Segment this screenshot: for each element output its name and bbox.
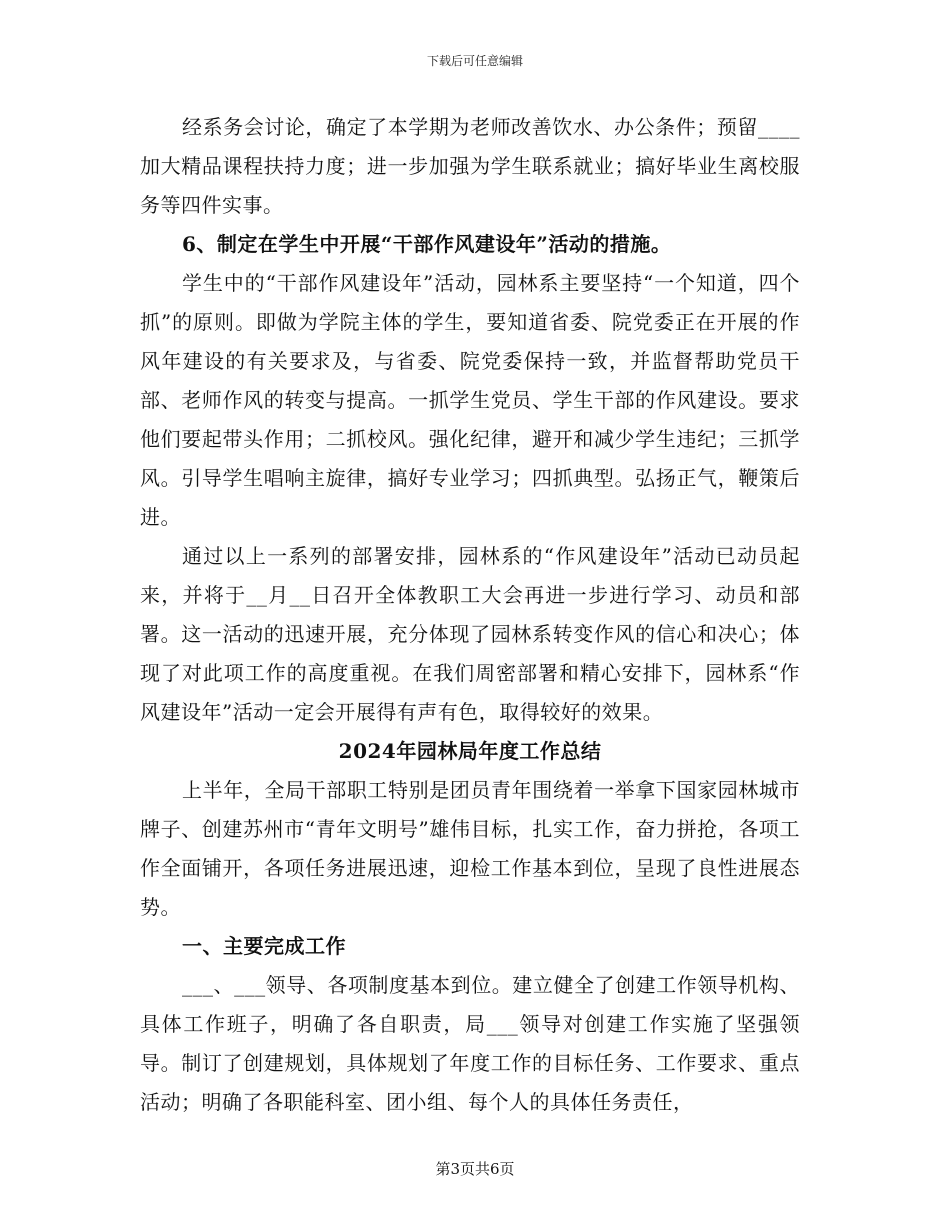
- paragraph-2: 学生中的“干部作风建设年”活动，园林系主要坚持“一个知道，四个抓”的原则。即做为学院主体的学生，要知道省委、院党委正在开展的作风年建设的有关要求及，与省委、院党委保持一致，并监督帮助党员干部、老师作风的转变与提高。一抓学生党员、学生干部的作风建设。要求他们要起带头作用；二抓校风。强化纪律，避开和减少学生违纪；三抓学风。引导学生唱响主旋律，搞好专业学习；四抓典型。弘扬正气，鞭策后进。: [140, 271, 800, 529]
- paragraph-5: ___、___领导、各项制度基本到位。建立健全了创建工作领导机构、具体工作班子，明确了各自职责，局___领导对创建工作实施了坚强领导。制订了创建规划，具体规划了年度工作的目标任务、工作要求、重点活动；明确了各职能科室、团小组、每个人的具体任务责任，: [140, 973, 800, 1114]
- document-body: [140, 108, 800, 1122]
- paragraph-4: 上半年，全局干部职工特别是团员青年围绕着一举拿下国家园林城市牌子、创建苏州市“青年文明号”雄伟目标，扎实工作，奋力拼抢，各项工作全面铺开，各项任务进展迅速，迎检工作基本到位，呈现了良性进展态势。: [140, 778, 800, 919]
- page-header-note: 下载后可任意编辑: [426, 54, 523, 68]
- paragraph-3: 通过以上一系列的部署安排，园林系的“作风建设年”活动已动员起来，并将于__月__日召开全体教职工大会再进一步进行学习、动员和部署。这一活动的迅速开展，充分体现了园林系转变作风的信心和决心；体现了对此项工作的高度重视。在我们周密部署和精心安排下，园林系“作风建设年”活动一定会开展得有声有色，取得较好的效果。: [140, 544, 800, 724]
- page-footer-number: 第3页共6页: [435, 1160, 515, 1178]
- document-title: 2024年园林局年度工作总结: [338, 739, 602, 763]
- paragraph-1: 经系务会讨论，确定了本学期为老师改善饮水、办公条件；预留____加大精品课程扶持力度；进一步加强为学生联系就业；搞好毕业生离校服务等四件实事。: [140, 115, 800, 217]
- section-heading-1: 一、主要完成工作: [182, 934, 346, 958]
- section-heading-6: 6、制定在学生中开展“干部作风建设年”活动的措施。: [182, 232, 672, 256]
